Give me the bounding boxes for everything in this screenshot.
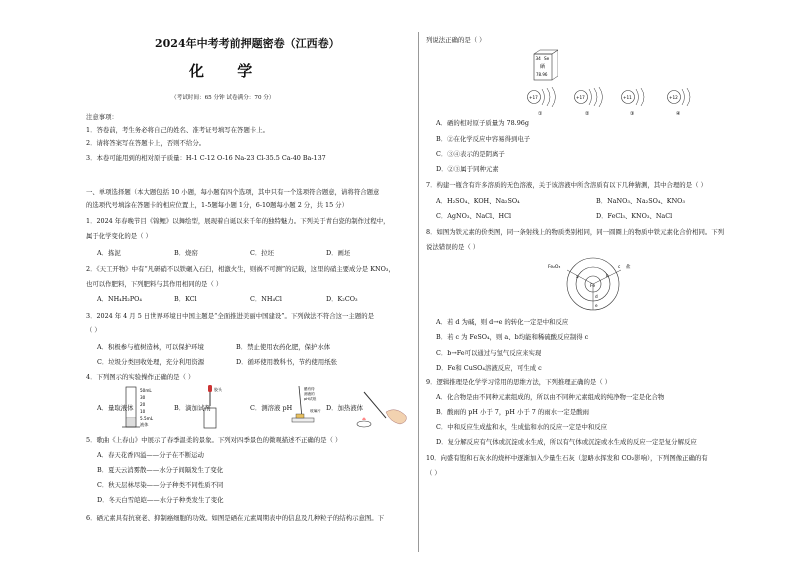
svg-text:c: c [618, 264, 621, 269]
option-c: C．垃圾分类回收处理，充分利用资源 [97, 358, 205, 366]
ph-label: 测液的 [304, 392, 315, 396]
option-b: B．若 c 为 FeSO₄，则 a、b均能和稀硫酸反应制得 c [436, 333, 589, 341]
option-c: C．秋天层林尽染——分子种类不同性质不同 [97, 481, 224, 489]
exam-title: 2024年中考考前押题密卷（江西卷） [155, 37, 340, 50]
option-a: A．积极参与植树造林，可以保护环境 [97, 343, 204, 351]
question-7-stem: 7．构建一瓶含有许多溶质的无色溶液，关于该溶液中所含溶质有以下几种猜测，其中合理的是（ ） [426, 181, 707, 189]
question-3-stem: 3．2024 年 4 月 5 日世界环境日中国主题是“全面推进美丽中国建设”。下列做法不符合这一主题的是 [86, 312, 374, 320]
exam-meta: （考试时间：65 分钟 试卷满分：70 分） [171, 95, 275, 101]
svg-text:+17: +17 [529, 95, 538, 100]
question-5-stem: 5．歌曲《上春山》中展示了春季温柔的景象。下列对四季景色的微观描述不正确的是（ ） [86, 436, 342, 444]
option-b: B．夏天云消雾散——水分子间隔发生了变化 [97, 466, 224, 474]
svg-text:④: ④ [676, 111, 681, 117]
svg-text:d: d [595, 294, 598, 299]
option-b: B．酸雨的 pH 小于 7，pH 小于 7 的雨水一定是酸雨 [436, 408, 589, 416]
atomic-mass: 78.96 [536, 72, 548, 77]
option-a: A．拣泥 [97, 249, 121, 257]
question-8-stem: 说法错误的是（ ） [426, 243, 480, 251]
fe-label: Fe [590, 284, 596, 289]
dropper-label: 胶头 [214, 387, 222, 392]
fe2o3-label: Fe₂O₃ [548, 265, 561, 270]
svg-text:+11: +11 [623, 95, 632, 100]
option-c: C．③④表示的是阴离子 [436, 150, 505, 158]
option-d: D．②③属于同种元素 [436, 165, 499, 173]
atomic-number: 34 [535, 56, 541, 61]
option-c: C．NH₄Cl [250, 295, 282, 303]
ph-label: 玻璃片 [310, 409, 321, 413]
option-d: D．K₂CO₃ [326, 295, 358, 303]
option-a: A．若 d 为碱，则 d→e 的转化一定是中和反应 [436, 318, 569, 326]
salt-label: 盐 [626, 265, 631, 270]
cylinder-label: 30 [140, 395, 146, 400]
option-b: B．烧窑 [174, 249, 198, 257]
option-d: D．循环使用教科书，节约使用纸张 [236, 358, 337, 366]
option-d: D．冬天白雪皑皑——水分子种类发生了变化 [97, 496, 224, 504]
atom-structure-diagrams [524, 84, 714, 118]
question-2-stem: 2．《天工开物》中有“凡研硝不以铁碾入石臼，相激火生，则祸不可测”的记载，这里的硝主要成分是 KNO₃， [86, 265, 395, 273]
heating-setup-icon [357, 392, 406, 427]
cylinder-label: 20 [140, 402, 146, 407]
section-instruction: 一、单项选择题（本大题包括 10 小题，每小题有四个选项，其中只有一个选项符合题意，请将符合题意 [86, 188, 380, 196]
option-d: D．加热液体 [326, 404, 364, 412]
option-b: B．②在化学反应中容易得到电子 [436, 135, 531, 143]
notice-item: 2．请将答案写在答题卡上，否则不给分。 [86, 139, 206, 147]
question-3-stem: （ ） [86, 326, 101, 334]
notice-item: 1．答卷前，考生务必将自己的姓名、准考证号填写在答题卡上。 [86, 126, 270, 134]
option-a: A．化合物是由不同种元素组成的，所以由不同种元素组成的纯净物一定是化合物 [436, 393, 665, 401]
question-10-stem: （ ） [426, 469, 441, 477]
option-c: C．AgNO₃、NaCl、HCl [436, 212, 512, 220]
atom-diagram [668, 88, 691, 117]
column-divider [418, 32, 419, 552]
svg-text:③: ③ [630, 111, 635, 117]
option-c: C．中和反应生成盐和水，生成盐和水的反应一定是中和反应 [436, 423, 608, 431]
option-b: B．禁止使用农药化肥，保护水体 [236, 343, 331, 351]
option-c: C．b→Fe可以通过与氢气反应来实现 [436, 349, 542, 357]
svg-text:b: b [606, 273, 609, 278]
ph-label: 醋有待 [304, 387, 315, 391]
svg-text:+17: +17 [576, 95, 585, 100]
option-d: D．复分解反应有气体或沉淀或水生成，所以有气体或沉淀或水生成的反应一定是复分解反应 [436, 438, 697, 446]
question-2-stem: 也可以作肥料，下列肥料与其作用相同的是（ ） [86, 280, 223, 288]
subject-title: 化 学 [189, 62, 267, 80]
question-9-stem: 9．逻辑推理是化学学习常用的思维方法，下列推理正确的是（ ） [426, 378, 612, 386]
question-4-stem: 4．下列图示的实验操作正确的是（ ） [86, 373, 195, 381]
option-b: B．滴加试剂 [174, 404, 211, 412]
option-a: A．NH₄H₂PO₄ [97, 295, 142, 303]
option-c: C．测溶液 pH [250, 404, 293, 412]
option-a: A．硒的相对原子质量为 78.96g [436, 119, 529, 127]
atom-diagram [575, 87, 603, 117]
cylinder-label: 10 [140, 409, 146, 414]
element-symbol: Se [544, 56, 550, 61]
section-instruction: 的选项代号填涂在答题卡的相应位置上，1-5题每小题 1分，6-10题每小题 2 分，共 15 分） [86, 201, 348, 209]
option-a: A．春天花香四溢——分子在不断运动 [97, 451, 204, 459]
iron-valence-class-diagram [546, 256, 646, 312]
svg-text:e: e [595, 303, 598, 308]
option-b: B．KCl [174, 295, 197, 303]
svg-text:+12: +12 [669, 95, 678, 100]
question-8-stem: 8．如图为铁元素的价类图，同一条射线上的物质类别相同，同一圆圈上的物质中铁元素化合价相同。下列 [426, 228, 725, 236]
notice-item: 3．本卷可能用到的相对原子质量：H-1 C-12 O-16 Na-23 Cl-35.5 Ca-40 Ba-137 [86, 154, 326, 162]
option-d: D．画坯 [326, 249, 351, 257]
option-c: C．拉坯 [250, 249, 275, 257]
ph-label: pH试纸 [304, 397, 317, 401]
cylinder-label: 液体 [140, 422, 149, 427]
svg-text:①: ① [538, 111, 543, 117]
atom-diagram [528, 87, 556, 117]
option-a: A．量取液体 [97, 404, 134, 412]
question-6-stem: 列说法正确的是（ ） [426, 36, 486, 44]
question-1-stem: 1．2024 年春晚节目《锦鲤》以舞绘型，展现着自诞以来千年的独特魅力。下列关于青白瓷的制作过程中， [86, 217, 390, 225]
option-d: D．Fe和 CuSO₄溶液反应，可生成 c [436, 364, 542, 372]
notice-heading: 注意事项： [86, 113, 118, 121]
question-10-stem: 10．向盛有饱和石灰水的烧杯中逐渐加入少量生石灰（忽略水挥发和 CO₂影响），下列图像正确的有 [426, 454, 708, 462]
question-6-stem: 6．硒元素具有抗衰老、抑制癌细胞的功效。如图是硒在元素周期表中的信息及几种粒子的结构示意图。下 [86, 514, 385, 522]
option-b: B．NaNO₃、Na₂SO₄、KNO₃ [596, 197, 685, 205]
atom-diagram [622, 88, 645, 117]
question-1-stem: 属于化学变化的是（ ） [86, 232, 152, 240]
option-a: A．H₂SO₄、KOH、Na₂SO₄ [436, 197, 520, 205]
svg-text:a: a [576, 274, 579, 279]
svg-text:②: ② [585, 111, 590, 117]
cylinder-label: 50mL [140, 388, 152, 393]
cylinder-label: 5.5mL [140, 416, 154, 421]
element-name: 硒 [540, 64, 546, 70]
element-cell [530, 48, 558, 82]
option-d: D．FeCl₃、KNO₃、NaCl [596, 212, 673, 220]
